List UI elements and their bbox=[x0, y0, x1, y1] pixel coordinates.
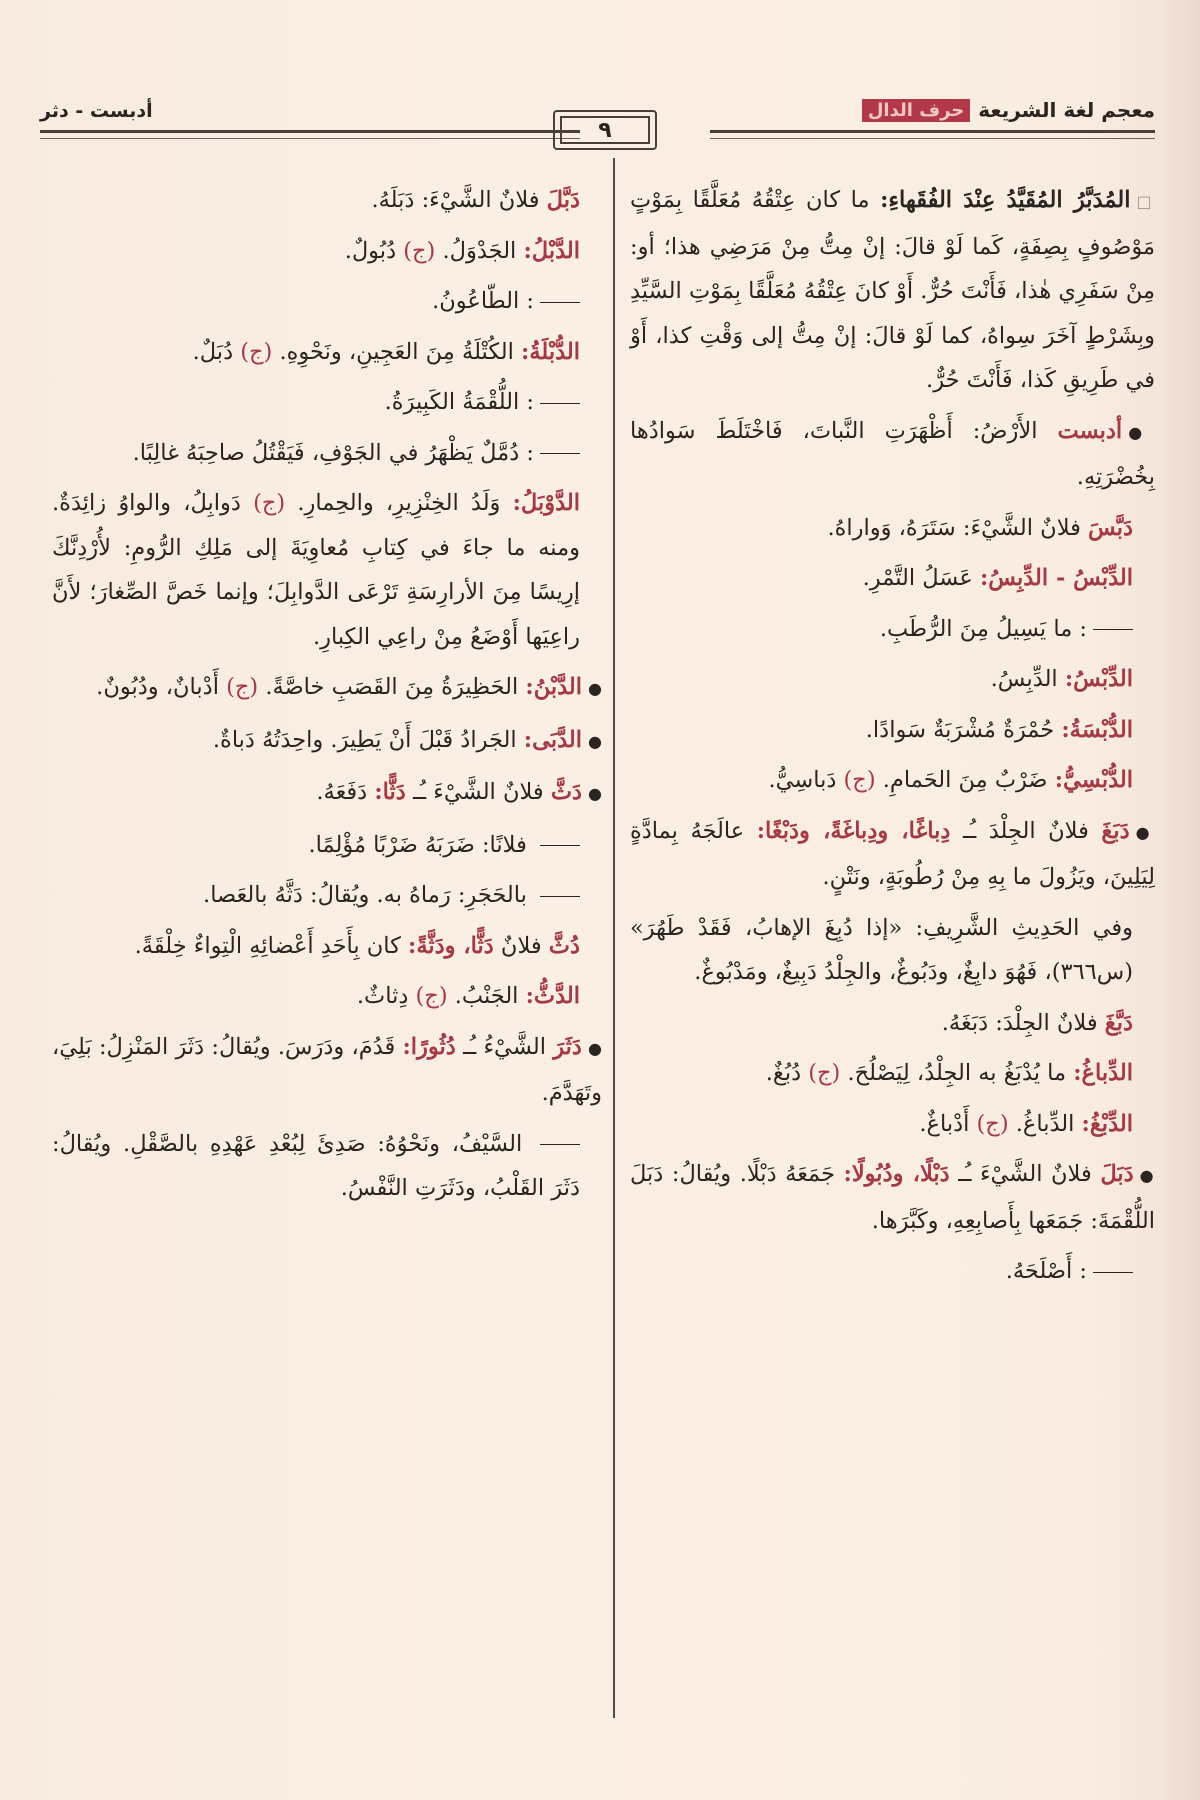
headword: الدَّبَى: bbox=[523, 726, 583, 753]
definition-text: : دُمَّلٌ يَظْهَرُ في الجَوْفِ، فَيَقْتُلُ صاحِبَهُ غالِبًا. bbox=[132, 439, 534, 466]
headword: الدَّوْبَلُ: bbox=[512, 490, 580, 516]
dictionary-entry bbox=[52, 823, 602, 868]
definition-text: قَدُمَ، ودَرَسَ. ويُقالُ: دَثَرَ المَنْزِلُ: بَلِيَ، وتَهَدَّمَ. bbox=[52, 1033, 602, 1106]
plural-text: دُبَلٌ. bbox=[192, 338, 241, 365]
repeat-dash bbox=[540, 403, 580, 404]
plural-marker: (ج) bbox=[415, 983, 448, 1009]
bullet-icon: ● bbox=[1139, 1166, 1156, 1185]
section-badge: حرف الدال bbox=[862, 99, 970, 122]
repeat-dash bbox=[1093, 1272, 1133, 1273]
definition-text: فلانٌ الجِلْدَ ـُـ bbox=[950, 817, 1102, 844]
plural-text: أَدْبانٌ، ودُبُونٌ. bbox=[96, 674, 227, 700]
headword: الدِّبْغُ: bbox=[1081, 1110, 1133, 1137]
definition-text: الدِّباغُ. bbox=[1008, 1110, 1082, 1137]
definition-text: حُمْرَةٌ مُشْرَبَةٌ سَوادًا. bbox=[865, 716, 1062, 743]
definition-text: الأَرْضُ: أَظْهَرَتِ النَّباتَ، فَاخْتَلَطَ سَوادُها بِخُضْرَتِهِ. bbox=[630, 417, 1155, 490]
headword: الدِّبْسُ: bbox=[1064, 666, 1133, 692]
headword: الدِّباغُ: bbox=[1073, 1060, 1133, 1086]
headword: دَبَلَ bbox=[1100, 1161, 1134, 1187]
definition-text: ضَرْبٌ مِنَ الحَمامِ. bbox=[875, 767, 1055, 793]
dictionary-entry bbox=[52, 330, 602, 375]
definition-text: ما يُدْبَغُ به الجِلْدُ، لِيَصْلُحَ. bbox=[840, 1060, 1074, 1086]
definition-text: فلانٌ الشَّيْءَ ـُـ bbox=[949, 1161, 1101, 1187]
definition-text: عَسَلُ التَّمْرِ. bbox=[862, 565, 980, 591]
plural-text: دَباسِيُّ. bbox=[768, 767, 844, 793]
plural-text: دِثاثٌ. bbox=[356, 983, 416, 1009]
headword: الدَّبْنُ: bbox=[525, 674, 583, 700]
definition-text: : الطّاعُونُ. bbox=[432, 288, 534, 314]
dictionary-entry bbox=[52, 873, 602, 918]
dictionary-entry bbox=[630, 758, 1155, 803]
dictionary-entry bbox=[52, 974, 602, 1019]
headword: الدُّبْسِيُّ: bbox=[1054, 767, 1133, 793]
dictionary-entry bbox=[52, 770, 602, 817]
page-header bbox=[40, 98, 1155, 158]
headword: دُثَّ bbox=[548, 932, 580, 959]
definition-text: فلانٌ الشَّيْءَ ـُـ bbox=[405, 779, 551, 805]
plural-marker: (ج) bbox=[226, 674, 259, 700]
headword-form: دَثًّا: bbox=[374, 779, 406, 805]
bullet-icon: ● bbox=[1128, 422, 1156, 442]
definition-text: الكُتْلَةُ مِنَ العَجِينِ، ونَحْوِهِ. bbox=[272, 338, 521, 365]
headword: دَبَغَ bbox=[1101, 817, 1130, 844]
dictionary-entry bbox=[630, 1249, 1155, 1294]
bullet-icon: ● bbox=[588, 784, 602, 803]
dictionary-entry bbox=[630, 1102, 1155, 1147]
plural-marker: (ج) bbox=[843, 767, 876, 793]
headword: الدَّثُّ: bbox=[525, 983, 580, 1009]
dictionary-entry bbox=[630, 607, 1155, 652]
headword: دَثَرَ bbox=[553, 1033, 582, 1060]
bullet-icon: ● bbox=[588, 731, 602, 751]
definition-text: بالحَجَرِ: رَماهُ به. ويُقالُ: دَثَّهُ بالعَصا. bbox=[203, 882, 534, 908]
headword: الدُّبْلَةُ: bbox=[521, 338, 580, 365]
dictionary-entry bbox=[52, 665, 602, 712]
definition-text: الحَظِيرَةُ مِنَ القَصَبِ خاصَّةً. bbox=[258, 674, 526, 700]
dictionary-entry bbox=[52, 1025, 602, 1116]
header-rule-left bbox=[40, 130, 580, 133]
repeat-dash bbox=[540, 453, 580, 454]
repeat-dash bbox=[540, 896, 580, 897]
dictionary-entry bbox=[630, 906, 1155, 995]
definition-text: : أَصْلَحَهُ. bbox=[1005, 1258, 1087, 1284]
definition-text: السَّيْفُ، ونَحْوُهُ: صَدِئَ لِبُعْدِ عَهْدِهِ بالصَّقْلِ. ويُقالُ: دَثَرَ القَلْبُ، ودَثَرَتِ النَّفْسُ. bbox=[52, 1130, 580, 1201]
plural-marker: (ج) bbox=[403, 237, 436, 264]
headword-form: دِباغًا، ودِباغَةً، ودَبْغًا: bbox=[756, 817, 951, 844]
dictionary-entry bbox=[630, 506, 1155, 551]
definition-text: دَفَعَهُ. bbox=[316, 779, 375, 805]
bullet-icon: ● bbox=[587, 1038, 602, 1058]
square-marker-icon: □ bbox=[1136, 192, 1155, 211]
definition-text: فلانٌ الشَّيْءَ: دَبَلَهُ. bbox=[371, 187, 547, 213]
plural-text: دَوابِلُ، والواوُ زائِدَةٌ. ومنه ما جاءَ في كِتابِ مُعاوِيَةَ إلى مَلِكِ الرُّومِ: لأُرْدِنَّكَ إرِيسًا مِنَ الأرارِسَةِ تَرْعَى الدَّوابِلَ؛ وإنما خَصَّ الصِّغارَ؛ لأَنَّ راعِيَها أَوْضَعُ مِنْ راعِي الكِبارِ. bbox=[52, 490, 580, 650]
plural-text: دُبُولٌ. bbox=[344, 237, 404, 264]
headword-form: دُثُورًا: bbox=[402, 1033, 456, 1060]
plural-marker: (ج) bbox=[253, 490, 286, 516]
headword-form: دَثًّا، ودَثَّةً: bbox=[408, 932, 494, 959]
page-number-box bbox=[553, 110, 657, 150]
header-rule-left-thin bbox=[40, 138, 580, 139]
book-title: معجم لغة الشريعة bbox=[978, 98, 1155, 122]
dictionary-entry bbox=[52, 178, 602, 223]
dictionary-entry bbox=[52, 380, 602, 425]
plural-text: أَدْباغٌ. bbox=[919, 1110, 977, 1137]
dictionary-entry bbox=[52, 924, 602, 969]
repeat-dash bbox=[540, 845, 580, 846]
dictionary-entry bbox=[52, 229, 602, 274]
headword: الدِّبْسُ - الدِّبِسُ: bbox=[979, 565, 1133, 591]
headword: الدُّبْسَةُ: bbox=[1061, 716, 1133, 743]
running-head-book bbox=[862, 98, 1155, 122]
plural-marker: (ج) bbox=[808, 1060, 841, 1086]
definition-text: فلانٌ الجِلْدَ: دَبَغَهُ. bbox=[941, 1009, 1105, 1036]
page-edge-shadow bbox=[1160, 0, 1200, 1800]
definition-text: فلانٌ الشَّيْءَ: سَتَرَهُ، وَواراهُ. bbox=[827, 514, 1089, 541]
definition-text: الشَّيْءُ ـُـ bbox=[455, 1033, 554, 1060]
left-column bbox=[52, 178, 602, 1217]
dictionary-entry bbox=[630, 809, 1155, 900]
repeat-dash bbox=[1093, 629, 1133, 630]
plural-marker: (ج) bbox=[240, 338, 273, 365]
page-number: ٩ bbox=[560, 116, 650, 144]
dictionary-entry bbox=[52, 431, 602, 476]
plural-marker: (ج) bbox=[976, 1110, 1009, 1137]
dictionary-entry bbox=[630, 1152, 1155, 1243]
repeat-dash bbox=[540, 1144, 580, 1145]
headword: دَثَّ bbox=[550, 779, 583, 805]
bullet-icon: ● bbox=[588, 679, 602, 698]
headword: دَبَّلَ bbox=[546, 187, 580, 213]
dictionary-entry bbox=[52, 718, 602, 765]
definition-text: وَلَدُ الخِنْزِيرِ، والحِمارِ. bbox=[285, 490, 513, 516]
headword: دَبَّغَ bbox=[1104, 1009, 1133, 1036]
definition-text: : اللُّقْمَةُ الكَبِيرَةُ. bbox=[384, 389, 534, 415]
bullet-icon: ● bbox=[1135, 822, 1155, 842]
column-divider bbox=[613, 158, 615, 1718]
headword: الدَّبْلُ: bbox=[523, 237, 580, 264]
definition-text: الجَرادُ قَبْلَ أَنْ يَطِيرَ. واحِدَتُهُ دَباةٌ. bbox=[212, 726, 524, 753]
dictionary-entry bbox=[630, 178, 1155, 403]
dictionary-entry bbox=[630, 708, 1155, 753]
definition-text: وفي الحَدِيثِ الشَّرِيفِ: «إذا دُبِغَ الإهابُ، فَقَدْ طَهُرَ» (س٣٦٦)، فَهُوَ دابِغٌ، ودَبُوغٌ، والجِلْدُ دَبِيغٌ، ومَدْبُوغٌ. bbox=[630, 914, 1133, 985]
dictionary-entry bbox=[630, 1001, 1155, 1046]
dictionary-entry bbox=[52, 481, 602, 659]
definition-text: كان بِأَحَدِ أَعْضائِهِ الْتِواءٌ خِلْقَةً. bbox=[134, 932, 409, 959]
definition-text: فلانًا: ضَرَبَهُ ضَرْبًا مُؤْلِمًا. bbox=[308, 831, 534, 858]
plural-text: دُبُغٌ. bbox=[765, 1060, 809, 1086]
headword: أدبست bbox=[1057, 417, 1123, 444]
header-rule-right-thin bbox=[710, 138, 1155, 139]
header-rule-right bbox=[710, 130, 1155, 133]
definition-text: الجَنْبُ. bbox=[447, 983, 526, 1009]
headword: دَبَّسَ bbox=[1088, 514, 1133, 541]
headword: المُدَبَّرُ المُقَيَّدُ عِنْدَ الفُقَهاءِ: bbox=[880, 187, 1131, 213]
definition-text: : ما يَسِيلُ مِنَ الرُّطَبِ. bbox=[879, 615, 1087, 642]
dictionary-entry bbox=[52, 279, 602, 324]
dictionary-entry bbox=[52, 1122, 602, 1211]
headword-form: دَبْلًا، ودُبُولًا: bbox=[843, 1161, 950, 1187]
dictionary-entry bbox=[630, 1051, 1155, 1096]
definition-text: جَمَعَهُ دَبْلًا. ويُقالُ: دَبَلَ اللُّقْمَةَ: جَمَعَها بِأَصابِعِهِ، وكَبَّرَها. bbox=[630, 1161, 1155, 1234]
repeat-dash bbox=[540, 302, 580, 303]
definition-text: الجَدْوَلُ. bbox=[435, 237, 524, 264]
definition-text: فلانٌ bbox=[493, 932, 549, 959]
definition-text: ما كان عِتْقُهُ مُعَلَّقًا بِمَوْتٍ مَوْصُوفٍ بِصِفَةٍ، كَما لَوْ قالَ: إنْ مِتُّ مِنْ مَرَضِي هذا؛ أو: مِنْ سَفَرِي هٰذا، فَأَنْتَ حُرٌّ. أَوْ كانَ عِتْقُهُ مُعَلَّقًا بِمَوْتِ السَّيِّدِ وبِشَرْطٍ آخَرَ سِواهُ، كما لَوْ قالَ: إنْ مِتُّ إلى وَقْتِ كذا، أَوْ في طَرِيقِ كَذا، فَأَنْتَ حُرٌّ. bbox=[630, 187, 1155, 393]
dictionary-entry bbox=[630, 657, 1155, 702]
definition-text: عالَجَهُ بِمادَّةٍ لِيَلِينَ، ويَزُولَ ما بِهِ مِنْ رُطُوبَةٍ، ونَتْنٍ. bbox=[630, 817, 1155, 890]
dictionary-entry bbox=[630, 409, 1155, 500]
running-head-range: أدبست - دثر bbox=[40, 100, 153, 122]
definition-text: الدِّبِسُ. bbox=[990, 666, 1065, 692]
dictionary-entry bbox=[630, 556, 1155, 601]
right-column bbox=[630, 178, 1155, 1300]
